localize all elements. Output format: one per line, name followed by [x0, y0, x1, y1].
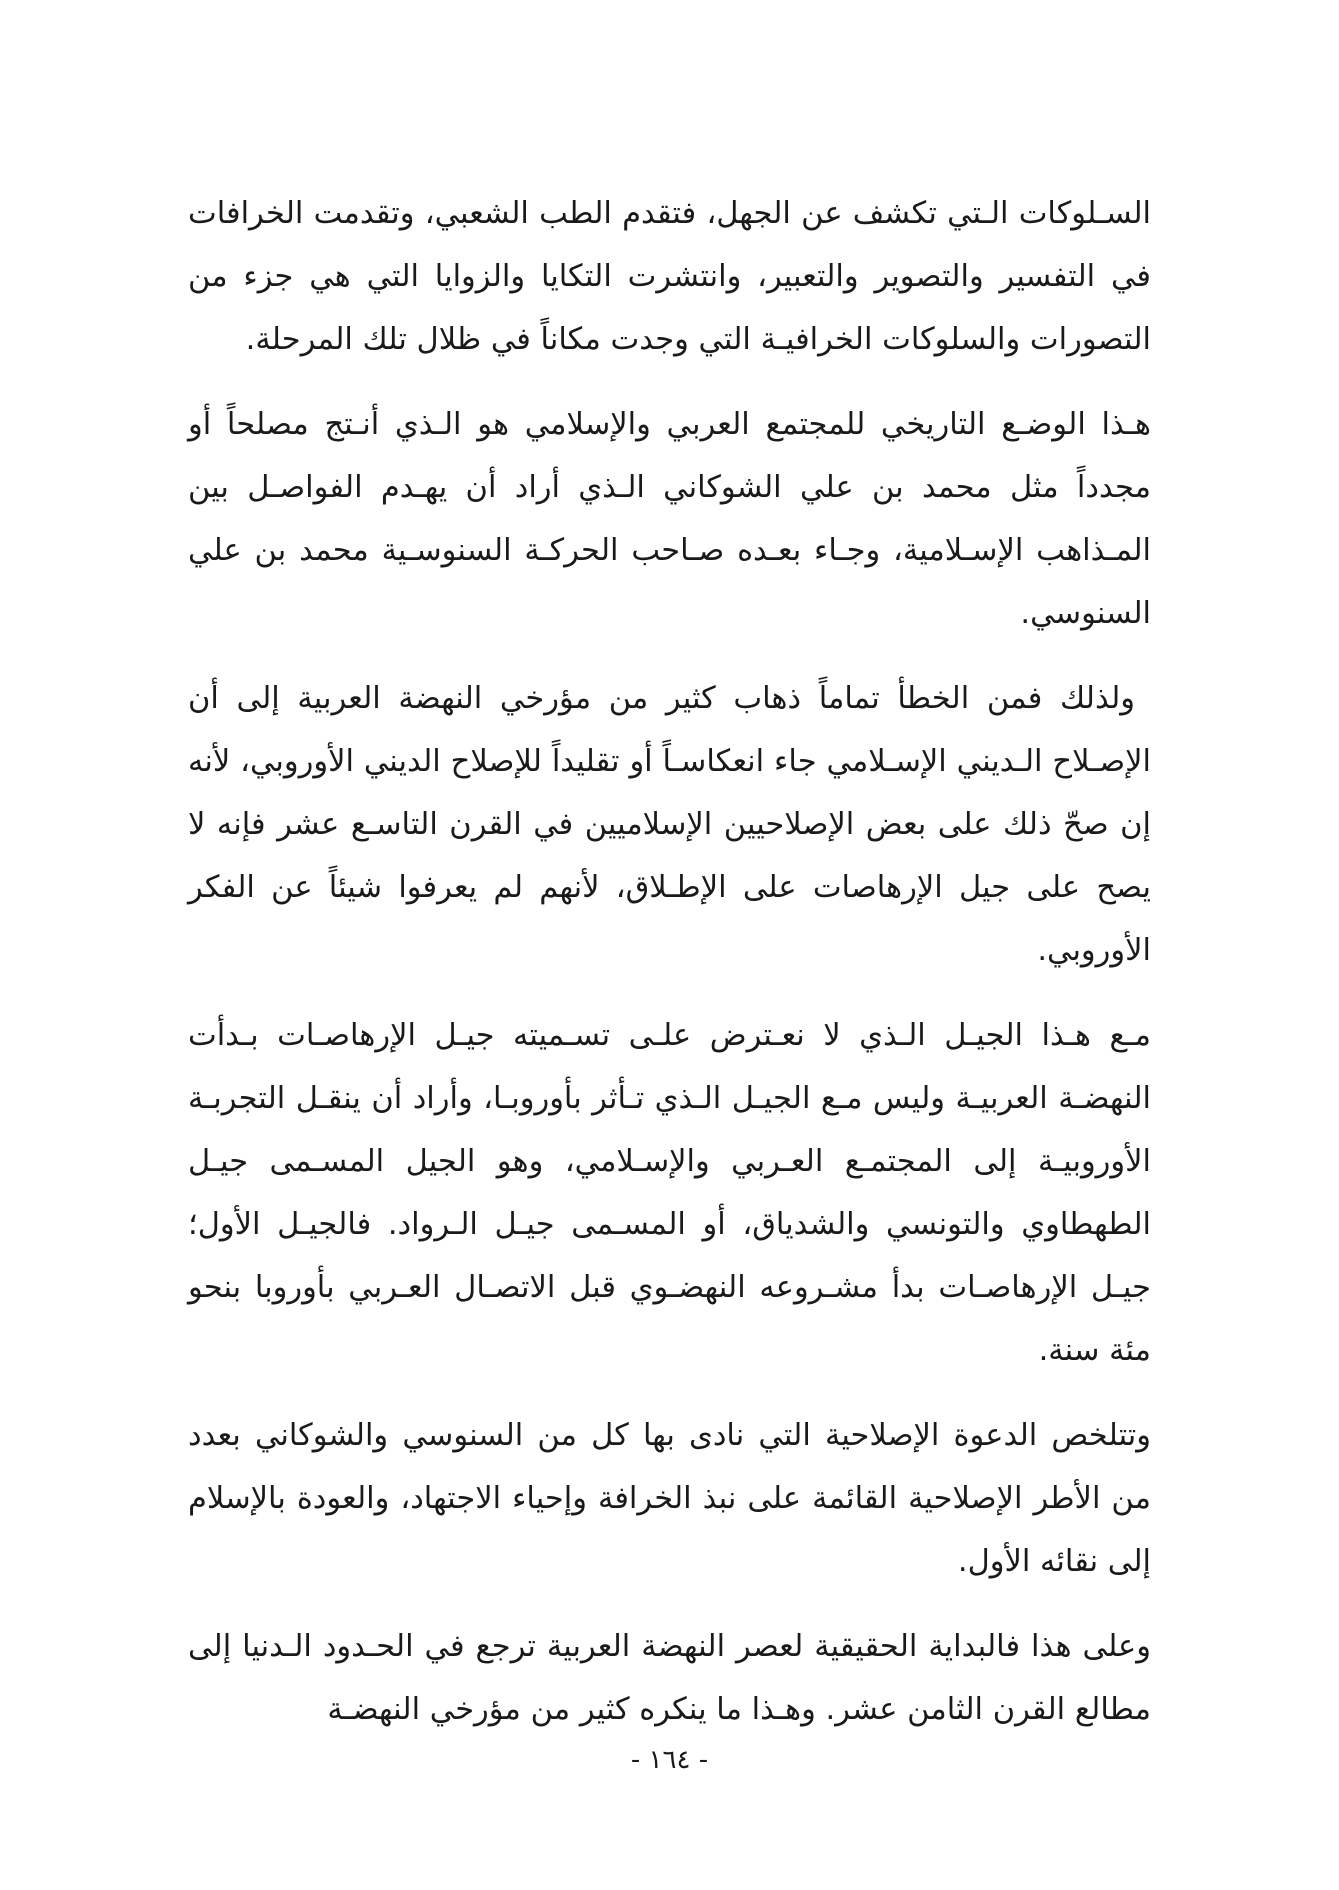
body-text	[188, 182, 1151, 1763]
paragraph-4: مـع هـذا الجيـل الـذي لا نعـترض علـى تسـميته جيـل الإرهاصـات بـدأت النهضـة العربيـة وليس مـع الجيـل الـذي تـأثر بأوروبـا، وأراد أن ينقـل التجربـة الأوروبيـة إلى المجتمـع العـربي والإسـلامي، وهو الجيل المسـمى جيـل الطهطاوي والتونسي والشدياق، أو المسـمى جيـل الـرواد. فالجيـل الأول؛ جيـل الإرهاصـات بدأ مشـروعه النهضـوي قبل الاتصـال العـربي بأوروبا بنحو مئة سنة.	[188, 1018, 1151, 1368]
paragraph-6: وعلى هذا فالبداية الحقيقية لعصر النهضة العربية ترجع في الحـدود الـدنيا إلى مطالع القرن الثامن عشر. وهـذا ما ينكره كثير من مؤرخي النهضـة	[188, 1629, 1151, 1727]
paragraph-1: السـلوكات الـتي تكشف عن الجهل، فتقدم الطب الشعبي، وتقدمت الخرافات في التفسير والتصوير والتعبير، وانتشرت التكايا والزوايا التي هي جزء من التصورات والسلوكات الخرافيـة التي وجدت مكاناً في ظلال تلك المرحلة.	[188, 196, 1151, 357]
paragraph-3: ولذلك فمن الخطأ تماماً ذهاب كثير من مؤرخي النهضة العربية إلى أن الإصـلاح الـديني الإسـلامي جاء انعكاسـاً أو تقليداً للإصلاح الديني الأوروبي، لأنه إن صحّ ذلك على بعض الإصلاحيين الإسلاميين في القرن التاسـع عشر فإنه لا يصح على جيل الإرهاصات على الإطـلاق، لأنهم لم يعرفوا شيئاً عن الفكر الأوروبي.	[188, 681, 1151, 968]
paragraph-5: وتتلخص الدعوة الإصلاحية التي نادى بها كل من السنوسي والشوكاني بعدد من الأطر الإصلاحية القائمة على نبذ الخرافة وإحياء الاجتهاد، والعودة بالإسلام إلى نقائه الأول.	[188, 1418, 1151, 1579]
page-number: - ١٦٤ -	[630, 1745, 709, 1775]
paragraph-2: هـذا الوضـع التاريخي للمجتمع العربي والإسلامي هو الـذي أنـتج مصلحاً أو مجدداً مثل محمد بن علي الشوكاني الـذي أراد أن يهـدم الفواصـل بين المـذاهب الإسـلامية، وجـاء بعـده صـاحب الحركـة السنوسـية محمد بن علي السنوسي.	[188, 407, 1151, 631]
